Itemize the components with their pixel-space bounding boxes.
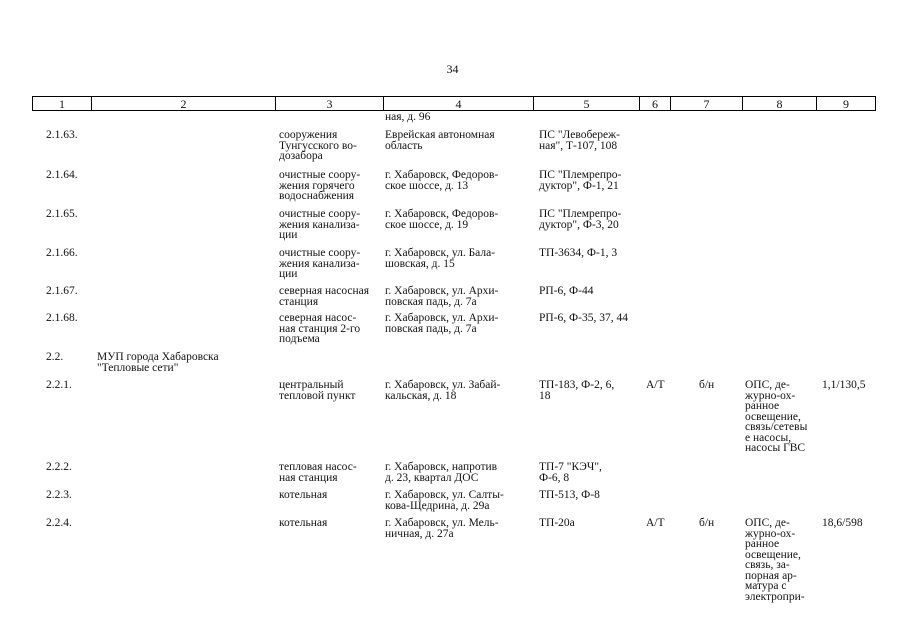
cell-no: 2.2.4. (46, 517, 72, 529)
cell-object: котельная (279, 517, 328, 529)
cell-object: очистные соору- жения канализа- ции (279, 247, 361, 280)
cell-feed: РП-6, Ф-35, 37, 44 (539, 312, 628, 324)
cell-c6: А/Т (646, 517, 665, 529)
cell-address: Еврейская автономная область (385, 129, 495, 152)
cell-c7: б/н (699, 379, 715, 391)
cell-feed: ТП-3634, Ф-1, 3 (539, 247, 618, 259)
cell-c8: ОПС, де- журно-ох- ранное освещение, связь, за- порная ар- матура с электропри- (745, 517, 805, 603)
header-col-3: 3 (275, 96, 383, 111)
cell-object: центральный тепловой пункт (279, 379, 356, 402)
header-col-7: 7 (670, 96, 742, 111)
cell-address: г. Хабаровск, ул. Забай- кальская, д. 18 (385, 379, 501, 402)
cell-no: 2.2.2. (46, 461, 72, 473)
cell-c6: А/Т (646, 379, 665, 391)
cell-no: 2.1.68. (46, 312, 78, 324)
cell-no: 2.1.65. (46, 208, 78, 220)
cell-object: очистные соору- жения канализа- ции (279, 208, 361, 241)
table-header (32, 96, 876, 112)
continuation-address: ная, д. 96 (385, 111, 431, 123)
page-number: 34 (446, 62, 459, 76)
header-col-9: 9 (816, 96, 876, 111)
cell-object: северная насос- ная станция 2-го подъема (279, 312, 361, 345)
cell-no: 2.2.1. (46, 379, 72, 391)
cell-feed: РП-6, Ф-44 (539, 285, 594, 297)
header-col-4: 4 (383, 96, 533, 111)
cell-no: 2.1.66. (46, 247, 78, 259)
cell-no: 2.2. (46, 351, 64, 363)
cell-no: 2.1.67. (46, 285, 78, 297)
cell-object: сооружения Тунгусского во- дозабора (279, 129, 357, 162)
header-col-2: 2 (91, 96, 275, 111)
cell-address: г. Хабаровск, ул. Архи- повская падь, д. 7а (385, 312, 499, 335)
cell-feed: ПС "Племрепро- дуктор", Ф-3, 20 (539, 208, 622, 231)
header-col-5: 5 (533, 96, 639, 111)
cell-object: очистные соору- жения горячего водоснабжения (279, 169, 361, 202)
cell-feed: ТП-20а (539, 517, 575, 529)
cell-c8: ОПС, де- журно-ох- ранное освещение, связь/сетевы е насосы, насосы ГВС (745, 379, 808, 454)
cell-feed: ТП-7 "КЭЧ", Ф-6, 8 (539, 461, 602, 484)
cell-address: г. Хабаровск, Федоров- ское шоссе, д. 13 (385, 169, 499, 192)
cell-address: г. Хабаровск, ул. Салты- кова-Щедрина, д. 29а (385, 489, 504, 512)
cell-address: г. Хабаровск, Федоров- ское шоссе, д. 19 (385, 208, 499, 231)
cell-no: 2.1.64. (46, 169, 78, 181)
cell-object: северная насосная станция (279, 285, 370, 308)
cell-feed: ПС "Левобереж- ная", Т-107, 108 (539, 129, 620, 152)
cell-no: 2.2.3. (46, 489, 72, 501)
cell-address: г. Хабаровск, ул. Мель- ничная, д. 27а (385, 517, 499, 540)
cell-feed: ТП-513, Ф-8 (539, 489, 600, 501)
header-col-1: 1 (32, 96, 91, 111)
cell-no: 2.1.63. (46, 129, 78, 141)
cell-name: МУП города Хабаровска "Тепловые сети" (97, 351, 219, 374)
cell-c9: 18,6/598 (822, 517, 863, 529)
cell-object: котельная (279, 489, 328, 501)
cell-address: г. Хабаровск, ул. Архи- повская падь, д. 7а (385, 285, 499, 308)
cell-c7: б/н (699, 517, 715, 529)
cell-address: г. Хабаровск, напротив д. 23, квартал ДОС (385, 461, 498, 484)
cell-object: тепловая насос- ная станция (279, 461, 357, 484)
header-col-8: 8 (742, 96, 816, 111)
cell-feed: ПС "Племрепро- дуктор", Ф-1, 21 (539, 169, 622, 192)
cell-feed: ТП-183, Ф-2, 6, 18 (539, 379, 615, 402)
header-col-6: 6 (639, 96, 670, 111)
cell-address: г. Хабаровск, ул. Бала- шовская, д. 15 (385, 247, 496, 270)
cell-c9: 1,1/130,5 (822, 379, 866, 391)
